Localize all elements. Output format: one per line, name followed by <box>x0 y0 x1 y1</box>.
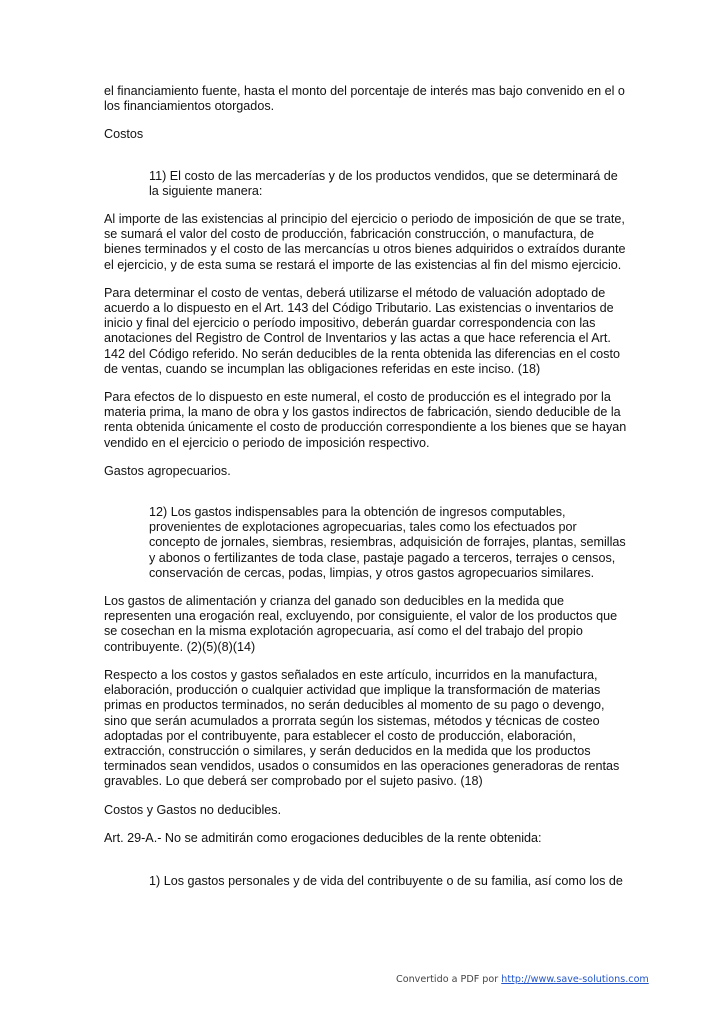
footer-credit <box>396 974 649 985</box>
item-12: 12) Los gastos indispensables para la obtención de ingresos computables, provenientes de explotaciones agropecuarias, tales como los efectuados por concepto de jornales, siembras, resiembras, adquisición de forrajes, plantas, semillas y abonos o fertilizantes de toda clase, pastaje pagado a terceros, terrajes o censos, conservación de cercas, podas, limpias, y otros gastos agropecuarios similares. <box>149 505 626 580</box>
footer-prefix: Convertido a PDF por <box>396 974 502 985</box>
paragraph-costo-ventas: Para determinar el costo de ventas, deberá utilizarse el método de valuación adoptado de acuerdo a lo dispuesto en el Art. 143 del Código Tributario. Las existencias o inventarios de inicio y final del ejercicio o período impositivo, deberán guardar correspondencia con las anotaciones del Registro de Control de Inventarios y las actas a que hace referencia el Art. 142 del Código referido. No serán deducibles de la renta obtenida las diferencias en el costo de ventas, cuando se incumplan las obligaciones referidas en este inciso. (18) <box>104 285 620 376</box>
paragraph-costo-produccion: Para efectos de lo dispuesto en este numeral, el costo de producción es el integrado por la materia prima, la mano de obra y los gastos indirectos de fabricación, siendo deducible de la renta obtenida únicamente el costo de producción correspondiente a los bienes que se hayan vendido en el ejercicio o periodo de imposición respectivo. <box>104 390 627 450</box>
paragraph-financiamiento: el financiamiento fuente, hasta el monto del porcentaje de interés mas bajo convenido en el o los financiamientos otorgados. <box>104 84 625 114</box>
paragraph-art-29a: Art. 29-A.- No se admitirán como erogaciones deducibles de la rente obtenida: <box>104 830 542 845</box>
heading-no-deducibles: Costos y Gastos no deducibles. <box>104 802 282 817</box>
item-1: 1) Los gastos personales y de vida del contribuyente o de su familia, así como los de <box>149 873 623 888</box>
heading-gastos-agropecuarios: Gastos agropecuarios. <box>104 463 231 478</box>
item-11: 11) El costo de las mercaderías y de los productos vendidos, que se determinará de la siguiente manera: <box>149 168 618 198</box>
footer-link[interactable]: http://www.save-solutions.com <box>501 974 649 985</box>
paragraph-importe-existencias: Al importe de las existencias al principio del ejercicio o periodo de imposición de que se trate, se sumará el valor del costo de producción, fabricación construcción, o manufactura, de bienes terminados y el costo de las mercancías u otros bienes adquiridos o extraídos durante el ejercicio, y de esta suma se restará el importe de las existencias al fin del mismo ejercicio. <box>104 212 626 272</box>
paragraph-ganado: Los gastos de alimentación y crianza del ganado son deducibles en la medida que representen una erogación real, excluyendo, por consiguiente, el valor de los productos que se cosechan en la misma explotación agropecuaria, así como el del trabajo del propio contribuyente. (2)(5)(8)(14) <box>104 594 618 654</box>
document-page <box>104 84 630 902</box>
heading-costos: Costos <box>104 127 144 142</box>
paragraph-manufactura: Respecto a los costos y gastos señalados en este artículo, incurridos en la manufactura, elaboración, producción o cualquier actividad que implique la transformación de materias primas en productos terminados, no serán deducibles al momento de su pago o devengo, sino que serán acumulados a prorrata según los sistemas, métodos y técnicas de costeo adoptadas por el contribuyente, para establecer el costo de producción, elaboración, extracción, construcción o similares, y serán deducidos en la medida que los productos terminados sean vendidos, usados o consumidos en las operaciones generadoras de rentas gravables. Lo que deberá ser comprobado por el sujeto pasivo. (18) <box>104 667 620 789</box>
